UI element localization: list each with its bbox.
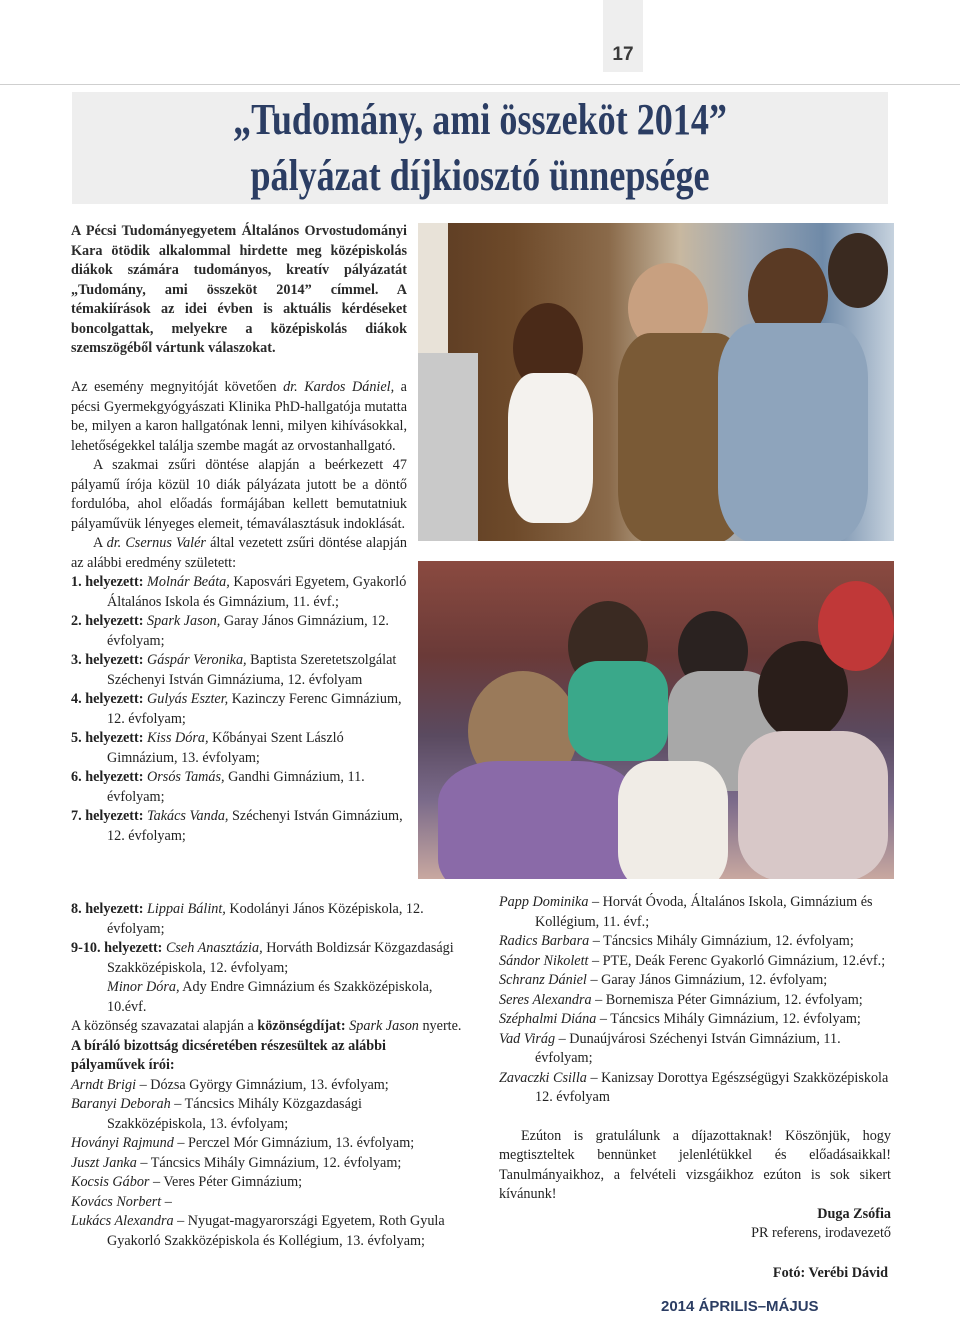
header-rule (0, 84, 960, 85)
audience-text-a: A közönség szavazatai alapján a (71, 1018, 258, 1034)
result-item (71, 573, 407, 612)
page-number: 17 (612, 44, 634, 65)
commend-name: Vad Virág (499, 1030, 556, 1047)
result-school: Széchenyi István Gimnázium, 12. évfolyam; (107, 808, 403, 844)
commend-school: – (161, 1193, 172, 1210)
signature-role: PR referens, irodavezető (751, 1225, 891, 1241)
result-rank: 2. helyezett: (71, 613, 144, 629)
result-school: Kaposvári Egyetem, Gyakorló Általános Iskola és Gimnázium, 11. évf.; (107, 574, 407, 610)
result-school: Kazinczy Ferenc Gimnázium, 12. évfolyam; (107, 691, 402, 727)
signature-name: Duga Zsófia (817, 1205, 891, 1222)
commend-school: – Veres Péter Gimnázium; (149, 1174, 303, 1190)
commend-item (499, 893, 891, 932)
result-name: Spark Jason, (147, 613, 221, 629)
commendation-heading: A bíráló bizottság dicséretében részesültek az alábbi pályaművek írói: (71, 1037, 386, 1073)
results-list (71, 573, 407, 846)
p1-name: dr. Kardos Dániel, (283, 379, 395, 395)
result-item (71, 612, 407, 651)
commend-item (499, 1069, 891, 1108)
result-name: Orsós Tamás, (147, 769, 225, 785)
commend-school: – Dunaújvárosi Széchenyi István Gimnázium, 11. évfolyam; (535, 1030, 841, 1066)
commend-name: Sándor Nikolett (499, 952, 589, 969)
p1-text-a: Az esemény megnyitóját követően (71, 379, 284, 395)
result-item (71, 729, 407, 768)
result-name: Takács Vanda, (147, 808, 229, 824)
page-number-tab (603, 0, 643, 72)
commend-school: – Horvát Óvoda, Általános Iskola, Gimnázium és Kollégium, 11. évf.; (535, 894, 873, 930)
result-item (71, 690, 407, 729)
commend-name: Arndt Brigi (71, 1076, 137, 1093)
closing-paragraph: Ezúton is gratulálunk a díjazottaknak! Köszönjük, hogy megtiszteltek bennünket jelenlétükkel és előadásaikkal! Tanulmányaikhoz, a felvételi vizsgáikhoz ezúton is sok sikert kívánunk! (499, 1127, 891, 1202)
result-item (71, 939, 463, 978)
commend-school: – Bornemisza Péter Gimnázium, 12. évfolyam; (591, 991, 863, 1008)
p1-text-b: a pécsi Gyermekgyógyászati Klinika PhD-hallgatója mutatta be, milyen a karon hallgatónak lenni, milyen kihívásokkal, lehetőségekkel találja szembe magát az orvostanhallgató. (71, 379, 407, 454)
audience-photo (418, 561, 894, 879)
result-rank: 8. helyezett: (71, 901, 144, 917)
result-rank: 5. helyezett: (71, 730, 144, 746)
result-name: Kiss Dóra, (147, 730, 209, 746)
commend-name: Juszt Janka (71, 1154, 137, 1171)
award-handshake-photo (418, 223, 894, 541)
commend-school: – Táncsics Mihály Közgazdasági Szakközépiskola, 13. évfolyam; (107, 1096, 362, 1132)
title-line-2: pályázat díjkiosztó ünnepsége (250, 151, 710, 200)
result-school: Garay János Gimnázium, 12. évfolyam; (107, 613, 389, 649)
jury-paragraph: A szakmai zsűri döntése alapján a beérkezett 47 pályamű írója közül 10 diák pályázata jutott be a döntő fordulóba, ahol előadás formájában kellett bemutatniuk pályaművük lényeges elemeit, témaválasztásuk indoklását. (71, 457, 407, 532)
commend-item (499, 1010, 891, 1030)
result-item (71, 651, 407, 690)
commend-name: Papp Dominika (499, 894, 589, 910)
commend-name: Széphalmi Diána (499, 1011, 597, 1027)
p3-name: dr. Csernus Valér (106, 535, 206, 551)
audience-winner: Spark Jason (345, 1018, 419, 1034)
audience-award-label: közönségdíjat: (257, 1018, 346, 1034)
commend-school: – Nyugat-magyarországi Egyetem, Roth Gyula Gyakorló Szakközépiskola és Kollégium, 13. évfolyam; (107, 1213, 445, 1249)
result-rank: 7. helyezett: (71, 808, 144, 824)
commend-school: – Táncsics Mihály Gimnázium, 12. évfolyam; (596, 1011, 861, 1027)
commend-name: Kocsis Gábor (71, 1174, 150, 1190)
result-rank: 1. helyezett: (71, 574, 144, 590)
commend-school: – Garay János Gimnázium, 12. évfolyam; (586, 972, 828, 988)
issue-date: 2014 ÁPRILIS–MÁJUS (661, 1298, 819, 1315)
audience-text-b: nyerte. (418, 1018, 462, 1034)
commend-name: Hoványi Rajmund (71, 1135, 174, 1151)
commend-name: Seres Alexandra (499, 991, 592, 1008)
result-item (71, 807, 407, 846)
audience-award (71, 1017, 463, 1037)
result-school: Gandhi Gimnázium, 11. évfolyam; (107, 769, 365, 805)
result-rank: 4. helyezett: (71, 691, 144, 707)
commend-item (71, 1076, 463, 1096)
commend-item (499, 952, 891, 972)
commend-item (71, 1212, 463, 1251)
result-intro (71, 534, 407, 573)
result-name: Cseh Anasztázia, (165, 940, 263, 956)
title-line-1: „Tudomány, ami összeköt 2014” (233, 95, 727, 144)
photo-credit: Fotó: Verébi Dávid (772, 1264, 888, 1281)
article-body-left-lower (71, 900, 463, 1251)
result-item (71, 900, 463, 939)
commend-school: – PTE, Deák Ferenc Gyakorló Gimnázium, 12.évf.; (588, 952, 886, 969)
commend-school: – Dózsa György Gimnázium, 13. évfolyam; (136, 1076, 389, 1093)
commend-item (71, 1154, 463, 1174)
result-school: Baptista Szeretetszolgálat Széchenyi István Gimnáziuma, 12. évfolyam (107, 652, 397, 688)
result-school: Kodolányi János Középiskola, 12. évfolyam; (107, 901, 424, 937)
commend-item (71, 1095, 463, 1134)
commend-name: Radics Barbara (499, 933, 590, 949)
result-school: Kőbányai Szent László Gimnázium, 13. évfolyam; (107, 730, 344, 766)
commend-school: – Táncsics Mihály Gimnázium, 12. évfolyam; (136, 1154, 402, 1171)
result-name: Minor Dóra, (107, 979, 180, 995)
article-body-left (71, 378, 407, 846)
article-title (0, 90, 960, 204)
result-school: Ady Endre Gimnázium és Szakközépiskola, 10.évf. (107, 979, 433, 1015)
commend-name: Lukács Alexandra (71, 1213, 174, 1229)
result-name: Molnár Beáta, (147, 574, 230, 590)
result-item (71, 768, 407, 807)
result-school: Horváth Boldizsár Közgazdasági Szakközépiskola, 12. évfolyam; (107, 940, 454, 976)
result-rank: 3. helyezett: (71, 652, 144, 668)
result-item-tie (71, 978, 463, 1017)
commend-school: – Perczel Mór Gimnázium, 13. évfolyam; (173, 1135, 415, 1151)
commend-name: Kovács Norbert (71, 1193, 162, 1210)
commend-item (499, 971, 891, 991)
commend-name: Schranz Dániel (499, 972, 587, 988)
opening-paragraph (71, 378, 407, 456)
commend-item (71, 1134, 463, 1154)
p3-text-a: A (93, 535, 107, 551)
lead-paragraph: A Pécsi Tudományegyetem Általános Orvostudományi Kara ötödik alkalommal hirdette meg középiskolás diákok számára tudományos, kreatív pályázatát „Tudomány, ami összeköt 2014” címmel. A témakiírások az idei évben is aktuális kérdéseket boncolgattak, melyekre a középiskolás diákok szemszögéből vártunk válaszokat. (71, 223, 407, 356)
result-name: Gáspár Veronika, (147, 652, 247, 668)
result-rank: 6. helyezett: (71, 769, 144, 785)
commend-item (499, 1030, 891, 1069)
commend-item (499, 991, 891, 1011)
commend-item (71, 1173, 463, 1193)
result-name: Gulyás Eszter, (147, 691, 229, 707)
commend-school: – Kanizsay Dorottya Egészségügyi Szakközépiskola 12. évfolyam (535, 1069, 889, 1105)
commend-item (71, 1193, 463, 1213)
result-name: Lippai Bálint, (147, 901, 226, 917)
result-rank: 9-10. helyezett: (71, 940, 163, 956)
commend-name: Zavaczki Csilla (499, 1069, 587, 1086)
article-body-right (499, 893, 891, 1283)
p3-text-b: által vezetett zsűri döntése alapján az alábbi eredmény született: (71, 535, 408, 571)
commend-name: Baranyi Deborah (71, 1096, 171, 1112)
commend-item (499, 932, 891, 952)
commend-school: – Táncsics Mihály Gimnázium, 12. évfolyam; (589, 933, 854, 949)
